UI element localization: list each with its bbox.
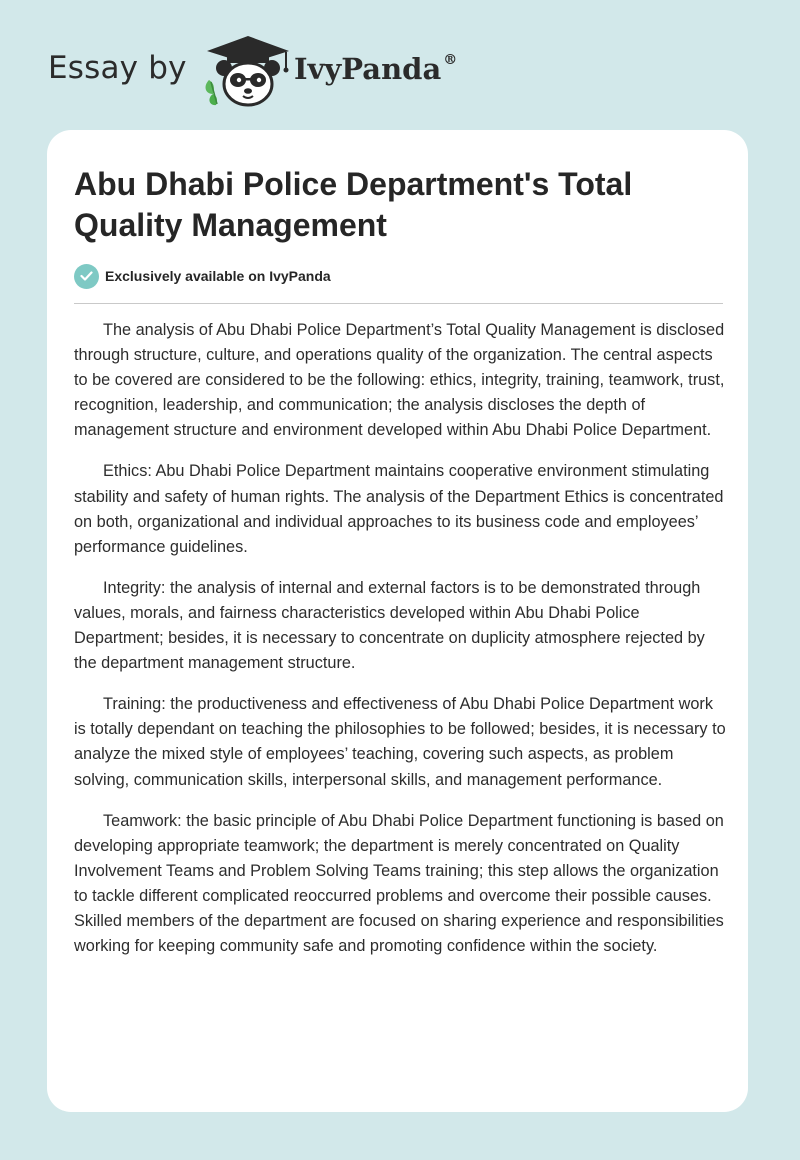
essay-by-label: Essay by <box>48 50 187 86</box>
paragraph-ethics: Ethics: Abu Dhabi Police Department maintains cooperative environment stimulating stability and safety of human rights. The analysis of the Department Ethics is concentrated on both, organizational and individual approaches to its business code and employees’ performance guidelines. <box>74 462 724 556</box>
paragraph-teamwork: Teamwork: the basic principle of Abu Dhabi Police Department functioning is based on developing appropriate teamwork; the department is merely concentrated on Quality Involvement Teams and Problem Solving Teams training; this step allows the organization to tackle different complicated reoccurred problems and overcome their possible causes. Skilled members of the department are focused on sharing experience and responsibilities working for keeping community safe and promoting confidence within the society. <box>74 811 724 956</box>
check-icon <box>74 264 99 289</box>
paragraph-intro: The analysis of Abu Dhabi Police Department’s Total Quality Management is disclosed through structure, culture, and operations quality of the organization. The central aspects to be covered are considered to be the following: ethics, integrity, training, teamwork, trust, recognition, leadership, and communication; the analysis discloses the depth of management structure and environment developed within Abu Dhabi Police Department. <box>74 321 725 440</box>
site-header <box>48 30 548 110</box>
trademark-symbol: ® <box>443 52 458 69</box>
title-divider <box>74 303 723 304</box>
page-title: Abu Dhabi Police Department's Total Quality Management <box>74 166 633 243</box>
paragraph-training: Training: the productiveness and effectiveness of Abu Dhabi Police Department work is totally dependant on teaching the philosophies to be followed; besides, it is necessary to analyze the mixed style of employees’ teaching, covering such aspects, as problem solving, communication skills, interpersonal skills, and management performance. <box>74 695 726 789</box>
essay-card <box>47 130 748 1112</box>
exclusive-label: Exclusively available on IvyPanda <box>105 268 331 284</box>
brand-name <box>294 52 457 86</box>
brand-name-text: IvyPanda <box>294 52 442 86</box>
essay-body <box>74 318 726 975</box>
ivypanda-logo-icon[interactable] <box>203 34 293 108</box>
paragraph-integrity: Integrity: the analysis of internal and external factors is to be demonstrated through values, morals, and fairness characteristics developed within Abu Dhabi Police Department; besides, it is necessary to concentrate on duplicity atmosphere rejected by the department management structure. <box>74 578 705 673</box>
exclusive-badge <box>74 263 331 289</box>
